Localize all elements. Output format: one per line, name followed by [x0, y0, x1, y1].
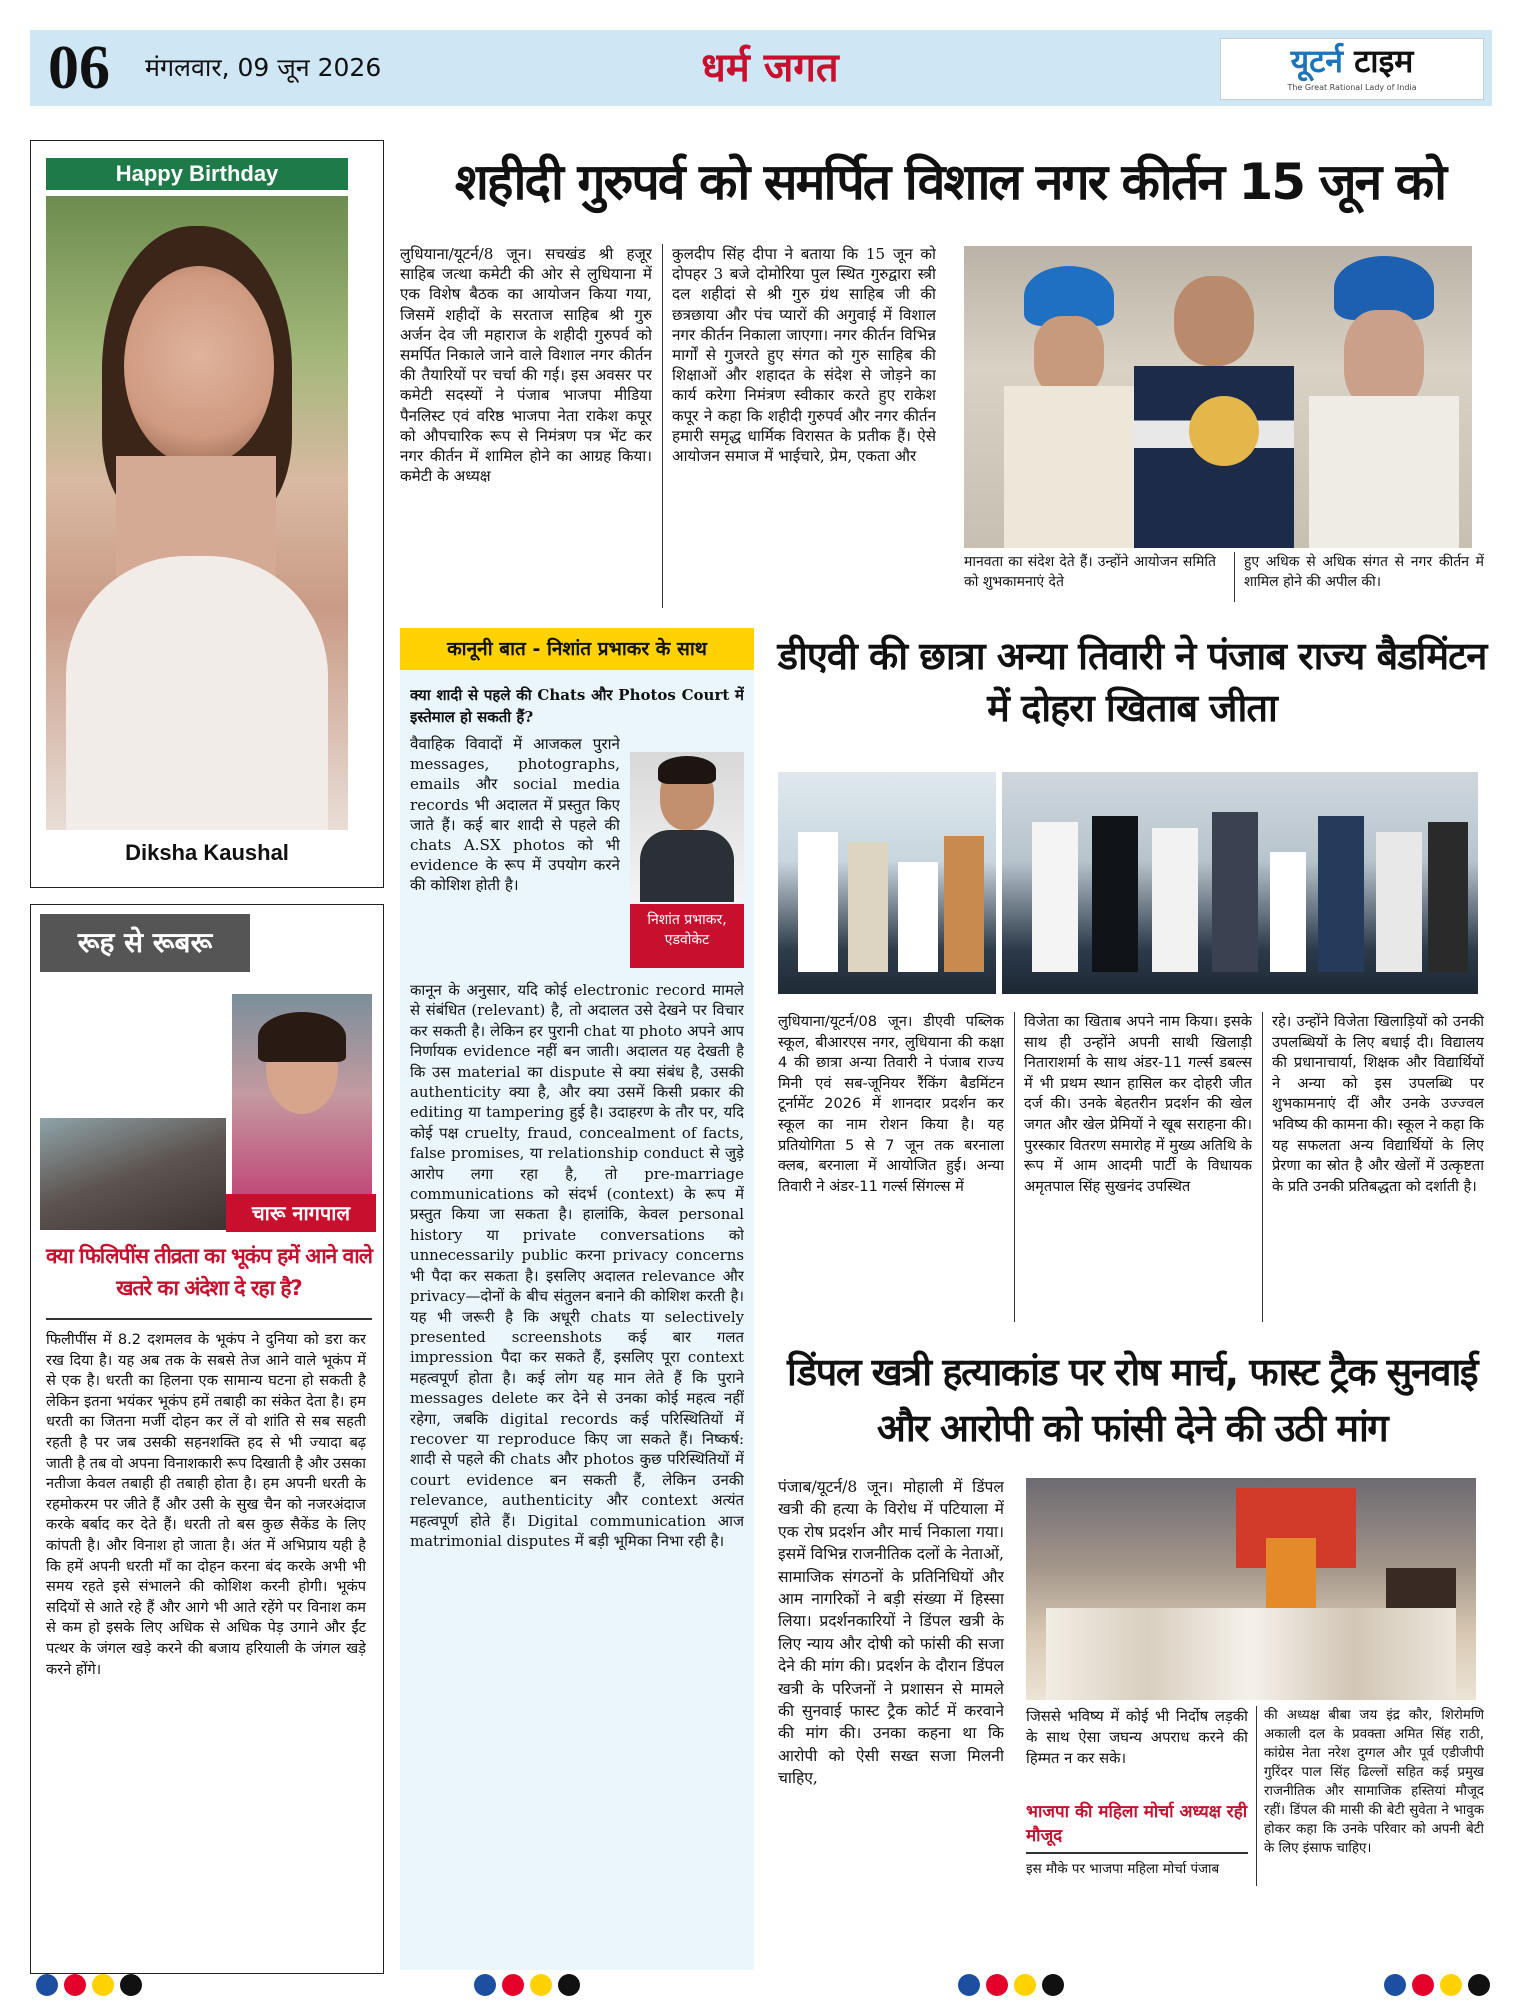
story1-col3: मानवता का संदेश देते हैं। उन्होंने आयोजन समिति को शुभकामनाएं देते: [964, 554, 1216, 590]
birthday-photo: [46, 196, 348, 830]
legal-banner: कानूनी बात - निशांत प्रभाकर के साथ: [400, 628, 754, 670]
birthday-name: Diksha Kaushal: [125, 840, 289, 865]
rooh-body: फिलीपींस में 8.2 दशमलव के भूकंप ने दुनिया को डरा कर रख दिया है। यह अब तक के सबसे तेज आने वाले भूकंप में से एक है। धरती का हिलना एक सामान्य घटना हो सकती है लेकिन इतना भयंकर भूकंप हमें तबाही का संकेत देता है। हम धरती का जितना मर्जी दोहन कर लें वो शांति से सब सहती रहती है पर जब उसकी सहनशक्ति हद से भी ज्यादा बढ़ जाती है तब वो अपना विनाशकारी रूप दिखाती है और उसका नतीजा केवल तबाही ही तबाही होता है। हम अपनी धरती के रहमोकरम पर जीते हैं और उसी के सुख चैन को नजरअंदाज करके बर्बाद कर देते हैं। धरती तो बस कुछ सैकेंड के लिए कांपती है। और विनाश हो जाता है। अंत में अभिप्राय यही है कि हमें अपनी धरती माँ का दोहन करना बंद करके अभी भी समय रहते इसे संभालने की कोशिश करनी होगी। भूकंप सदियों से आते रहे हैं और आगे भी आते रहेंगे पर विनाश कम से कम हो इसके लिए अधिक से अधिक पेड़ उगाने और ईंट पत्थर के जंगल खड़े करने की बजाय हरियाली के जंगल खड़े करने होंगे।: [46, 1331, 366, 1678]
advocate-photo: [630, 752, 744, 902]
story3-col3: की अध्यक्ष बीबा जय इंद्र कौर, शिरोमणि अकाली दल के प्रवक्ता अमित सिंह राठी, कांग्रेस नेता नरेश दुग्गल और पूर्व एडीजीपी गुरिंदर पाल सिंह ढिल्लों सहित कई प्रमुख राजनीतिक और सामाजिक हस्तियां मौजूद रहीं। डिंपल की मासी की बेटी सुवेता ने भावुक होकर कहा कि उनके परिवार को अपनी बेटी के लिए इंसाफ चाहिए।: [1264, 1708, 1484, 1856]
story3-col1: पंजाब/यूटर्न/8 जून। मोहाली में डिंपल खत्री की हत्या के विरोध में पटियाला में एक रोष प्रदर्शन और मार्च निकाला गया। इसमें विभिन्न राजनीतिक दलों के नेताओं, सामाजिक संगठनों के प्रतिनिधियों और आम नागरिकों ने बड़ी संख्या में हिस्सा लिया। प्रदर्शनकारियों ने डिंपल खत्री के लिए न्याय और दोषी को फांसी की सजा देने की मांग की। प्रदर्शन के दौरान डिंपल खत्री के परिजनों ने प्रशासन से मामले की सुनवाई फास्ट ट्रैक कोर्ट में करवाने की मांग की। उनका कहना था कि आरोपी को ऐसी सख्त सजा मिलनी चाहिए,: [778, 1478, 1004, 1788]
logo-part1: यूटर्न: [1290, 42, 1344, 80]
color-register-dots-mid: [958, 1974, 1070, 2000]
story2-photo-right: [1002, 772, 1478, 994]
story1-photo: [964, 246, 1472, 548]
legal-body-top: वैवाहिक विवादों में आजकल पुराने messages, photographs, emails और social media records भी अदालत में प्रस्तुत किए जाते हैं। कई बार शादी से पहले की chats A.SX photos को भी evidence के रूप में उपयोग करने की कोशिश होती है।: [410, 735, 620, 895]
logo-part2: टाइम: [1354, 42, 1414, 80]
color-register-dots-left: [36, 1974, 148, 2000]
story2-photo-left: [778, 772, 996, 994]
story2-col1: लुधियाना/यूटर्न/08 जून। डीएवी पब्लिक स्कूल, बीआरएस नगर, लुधियाना की कक्षा 4 की छात्रा अन्या तिवारी ने पंजाब राज्य मिनी एवं सब-जूनियर रैंकिंग बैडमिंटन टूर्नामेंट 2026 में शानदार प्रदर्शन कर स्कूल का नाम रोशन किया है। यह प्रतियोगिता 5 से 7 जून तक बरनाला क्लब, बरनाला में आयोजित हुई। अन्या तिवारी ने अंडर-11 गर्ल्स सिंगल्स में: [778, 1013, 1004, 1195]
legal-intro: क्या शादी से पहले की Chats और Photos Court में इस्तेमाल हो सकती हैं?: [410, 686, 744, 726]
story1-col4: हुए अधिक से अधिक संगत से नगर कीर्तन में शामिल होने की अपील की।: [1244, 554, 1484, 590]
columnist-name: चारू नागपाल: [226, 1194, 376, 1232]
story1-headline: शहीदी गुरुपर्व को समर्पित विशाल नगर कीर्तन 15 जून को: [454, 153, 1446, 211]
story3-col2: जिससे भविष्य में कोई भी निर्दोष लड़की के साथ ऐसा जघन्य अपराध करने की हिम्मत न कर सके।: [1026, 1708, 1248, 1767]
story2-headline: डीएवी की छात्रा अन्या तिवारी ने पंजाब राज्य बैडमिंटन में दोहरा खिताब जीता: [777, 634, 1487, 730]
story3-photo: [1026, 1478, 1476, 1700]
birthday-title: Happy Birthday: [46, 158, 348, 190]
story2-col3: रहे। उन्होंने विजेता खिलाड़ियों को उनकी उपलब्धियों के लिए बधाई दी। विद्यालय की प्रधानाचार्या, शिक्षक और विद्यार्थियों ने अन्या को इस उपलब्धि पर शुभकामनाएं दीं और उनके उज्ज्वल भविष्य की कामना की। स्कूल ने कहा कि यह सफलता अन्य विद्यार्थियों के लिए प्रेरणा का स्रोत है और खेलों में उत्कृष्टता के प्रति उनकी प्रतिबद्धता को दर्शाती है।: [1272, 1013, 1484, 1195]
earthquake-photo: [40, 1118, 226, 1230]
newspaper-logo[interactable]: [1220, 38, 1484, 100]
logo-tagline: The Great Rational Lady of India: [1287, 83, 1417, 92]
color-register-dots-right: [1384, 1974, 1496, 2000]
issue-date: मंगलवार, 09 जून 2026: [145, 53, 382, 82]
page-number: 06: [48, 34, 110, 102]
columnist-photo: [232, 994, 372, 1194]
rooh-title: रूह से रूबरू: [40, 914, 250, 972]
advocate-caption: निशांत प्रभाकर, एडवोकेट: [630, 904, 744, 968]
story3-headline: डिंपल खत्री हत्याकांड पर रोष मार्च, फास्ट ट्रैक सुनवाई और आरोपी को फांसी देने की उठी मांग: [786, 1350, 1478, 1450]
story3-col2b: इस मौके पर भाजपा महिला मोर्चा पंजाब: [1026, 1862, 1220, 1877]
story2-col2: विजेता का खिताब अपने नाम किया। इसके साथ ही उन्होंने अपनी साथी खिलाड़ी निताराशर्मा के साथ अंडर-11 गर्ल्स डबल्स में भी प्रथम स्थान हासिल कर दोहरी जीत दर्ज की। उनके बेहतरीन प्रदर्शन की खेल जगत और खेल प्रेमियों ने खूब सराहना की। पुरस्कार वितरण समारोह में मुख्य अतिथि के रूप में आम आदमी पार्टी के विधायक अमृतपाल सिंह सुखनंद उपस्थित: [1024, 1013, 1252, 1195]
story3-subhead: भाजपा की महिला मोर्चा अध्यक्ष रही मौजूद: [1026, 1802, 1248, 1846]
rooh-headline: क्या फिलिपींस तीव्रता का भूकंप हमें आने वाले खतरे का अंदेशा दे रहा है?: [46, 1244, 372, 1300]
color-register-dots-center: [474, 1974, 586, 2000]
story1-col2: कुलदीप सिंह दीपा ने बताया कि 15 जून को दोपहर 3 बजे दोमोरिया पुल स्थित गुरुद्वारा स्त्री दल शहीदां से श्री गुरु ग्रंथ साहिब जी की छत्रछाया और पंच प्यारों की अगुवाई में विशाल नगर कीर्तन निकाला जाएगा। नगर कीर्तन विभिन्न मार्गों से गुजरते हुए संगत को गुरु साहिब की शिक्षाओं और शहादत के संदेश से जोड़ने का कार्य करेगा निमंत्रण स्वीकार करते हुए राकेश कपूर ने कहा कि शहीदी गुरुपर्व और नगर कीर्तन हमारी समृद्ध धार्मिक विरासत के प्रतीक हैं। ऐसे आयोजन समाज में भाईचारे, प्रेम, एकता और: [672, 245, 936, 466]
legal-body: कानून के अनुसार, यदि कोई electronic record मामले से संबंधित (relevant) है, तो अदालत उसे देखने पर विचार कर सकती है। लेकिन हर पुरानी chat या photo अपने आप निर्णायक evidence नहीं बन जाती। अदालत यह देखती है कि उस material का dispute से क्या संबंध है, उसकी authenticity क्या है, और क्या उसमें किसी प्रकार की editing या tampering हुई है। उदाहरण के तौर पर, यदि कोई पक्ष cruelty, fraud, concealment of facts, false promises, या relationship conduct से जुड़े आरोप लगा रहा है, तो pre-marriage communications को संदर्भ (context) के रूप में प्रस्तुत किया जा सकता है। हालांकि, केवल personal history या private conversations को unnecessarily public करना privacy concerns भी पैदा कर सकता है। इसलिए अदालत relevance और privacy—दोनों के बीच संतुलन बनाने की कोशिश करती है। यह भी जरूरी है कि अधूरी chats या selectively presented screenshots कई बार गलत impression पैदा कर सकते हैं, इसलिए पूरा context महत्वपूर्ण होता है। कई लोग यह मान लेते हैं कि पुराने messages delete कर देने से उनका कोई महत्व नहीं रहेगा, जबकि digital records कई परिस्थितियों में recover या reproduce किए जा सकते हैं। निष्कर्ष: शादी से पहले की chats और photos कुछ परिस्थितियों में court evidence बन सकती हैं, लेकिन उनकी relevance, authenticity और context अत्यंत महत्वपूर्ण होते हैं। Digital communication आज matrimonial disputes में बड़ी भूमिका निभा रही है।: [410, 981, 744, 1550]
story1-col1: लुधियाना/यूटर्न/8 जून। सचखंड श्री हजूर साहिब जत्था कमेटी की ओर से लुधियाना में एक विशेष बैठक का आयोजन किया गया, जिसमें शहीदों के सरताज साहिब श्री गुरु अर्जन देव जी महाराज के शहीदी गुरुपर्व को समर्पित निकाले जाने वाले विशाल नगर कीर्तन की तैयारियों पर चर्चा की गई। इस अवसर पर कमेटी सदस्यों ने पंजाब भाजपा मीडिया पैनलिस्ट एवं वरिष्ठ भाजपा नेता राकेश कपूर को औपचारिक रूप से निमंत्रण पत्र भेंट कर नगर कीर्तन में शामिल होने का आग्रह किया। कमेटी के अध्यक्ष: [400, 245, 652, 486]
section-title: धर्म जगत: [701, 45, 839, 91]
